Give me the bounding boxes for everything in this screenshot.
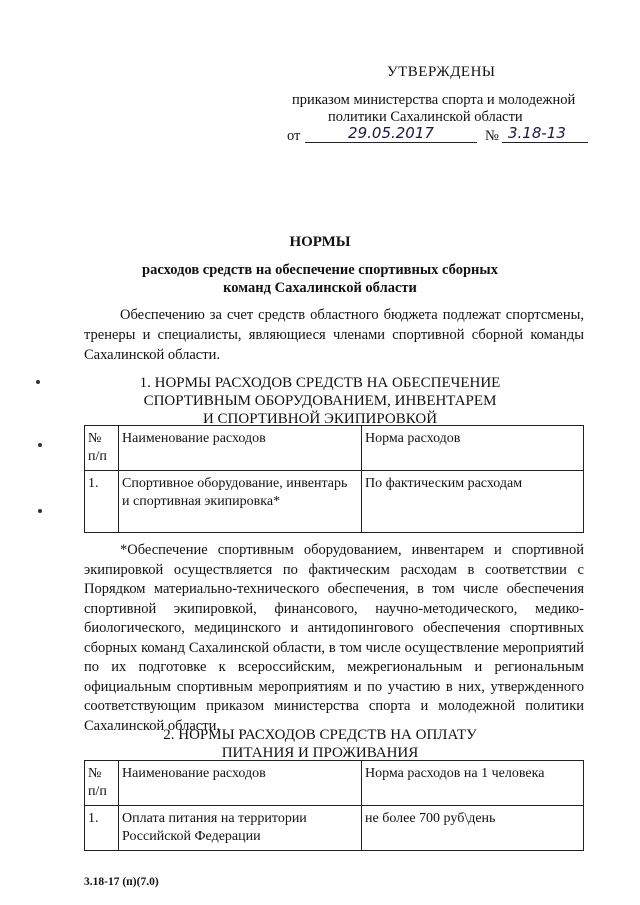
scan-mark xyxy=(38,443,42,447)
order-reference-line2: политики Сахалинской области xyxy=(328,109,523,125)
document-code: 3.18-17 (п)(7.0) xyxy=(84,876,159,888)
scan-mark xyxy=(38,509,42,513)
cell-norm: По фактическим расходам xyxy=(362,471,584,533)
table-header-row xyxy=(85,761,584,806)
cell-expense-name: Спортивное оборудование, инвентарь и спортивная экипировка* xyxy=(119,471,362,533)
cell-number: 1. xyxy=(85,806,119,851)
table-row xyxy=(85,471,584,533)
section2-table xyxy=(84,760,584,851)
number-label: № xyxy=(485,128,499,144)
section2-title-line2: ПИТАНИЯ И ПРОЖИВАНИЯ xyxy=(221,745,419,761)
approved-heading: УТВЕРЖДЕНЫ xyxy=(387,64,496,80)
table-header-row xyxy=(85,426,584,471)
section1-title xyxy=(0,374,640,428)
cell-norm: не более 700 руб\день xyxy=(362,806,584,851)
intro-paragraph: Обеспечению за счет средств областного бюджета подлежат спортсмены, тренеры и специалисты, являющиеся членами спортивной сборной команды Сахалинской области. xyxy=(84,307,584,363)
header-number: № п/п xyxy=(85,761,119,806)
header-expense-name: Наименование расходов xyxy=(119,426,362,471)
date-label: от xyxy=(287,128,301,144)
header-norm: Норма расходов xyxy=(362,426,584,471)
section1-title-line1: 1. НОРМЫ РАСХОДОВ СРЕДСТВ НА ОБЕСПЕЧЕНИЕ xyxy=(139,375,501,391)
order-reference-line1: приказом министерства спорта и молодежной xyxy=(292,92,576,108)
cell-expense-name: Оплата питания на территории Российской Федерации xyxy=(119,806,362,851)
subtitle-line2: команд Сахалинской области xyxy=(223,280,417,296)
section2-title-line1: 2. НОРМЫ РАСХОДОВ СРЕДСТВ НА ОПЛАТУ xyxy=(163,727,477,743)
subtitle-line1: расходов средств на обеспечение спортивных сборных xyxy=(142,262,498,278)
header-expense-name: Наименование расходов xyxy=(119,761,362,806)
scan-mark xyxy=(36,380,40,384)
section1-title-line3: И СПОРТИВНОЙ ЭКИПИРОВКОЙ xyxy=(202,411,438,427)
section1-title-line2: СПОРТИВНЫМ ОБОРУДОВАНИЕМ, ИНВЕНТАРЕМ xyxy=(143,393,497,409)
handwritten-order-number: 3.18-13 xyxy=(502,124,588,143)
section2-title xyxy=(0,726,640,762)
handwritten-date: 29.05.2017 xyxy=(305,124,477,143)
header-number: № п/п xyxy=(85,426,119,471)
section1-table xyxy=(84,425,584,533)
header-norm-per-person: Норма расходов на 1 человека xyxy=(362,761,584,806)
document-subtitle xyxy=(0,261,640,297)
document-title: НОРМЫ xyxy=(289,234,351,250)
table-row xyxy=(85,806,584,851)
cell-number: 1. xyxy=(85,471,119,533)
section1-footnote: *Обеспечение спортивным оборудованием, инвентарем и спортивной экипировкой осуществляется по фактическим расходам в соответствии с Порядком материально-технического обеспечения, в том числе обеспечения спортивной экипировкой, финансового, научно-методического, медико-биологического, медицинского и антидопингового обеспечения спортивных сборных команд Сахалинской области, в том числе осуществление мероприятий по их подготовке к всероссийским, межрегиональным и региональным официальным спортивным мероприятиям и по участию в них, утвержденного соответствующим приказом министерства спорта и молодежной политики Сахалинской области. xyxy=(84,542,584,734)
